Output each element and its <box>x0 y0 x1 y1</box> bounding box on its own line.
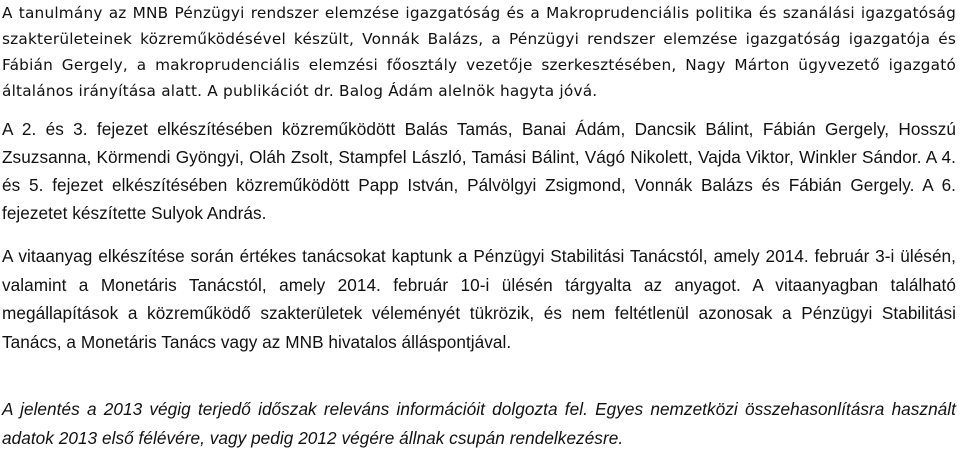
paragraph-acknowledgements: A vitaanyag elkészítése során értékes tanácsokat kaptunk a Pénzügyi Stabilitási Tanácstól, amely 2014. február 3-i ülésén, valamint a Monetáris Tanácstól, amely 2014. február 10-i ülésén tárgyalta az anyagot. A vitaanyagban található megállapítások a közreműködő szakterületek véleményét tükrözik, és nem feltétlenül azonosak a Pénzügyi Stabilitási Tanács, a Monetáris Tanács vagy az MNB hivatalos álláspontjával. <box>2 246 956 352</box>
paragraph-data-period-note: A jelentés a 2013 végig terjedő időszak releváns információit dolgozta fel. Egyes nemzetközi összehasonlításra használt adatok 2013 első félévére, vagy pedig 2012 végére állnak csupán rendelkezésre. <box>2 399 956 448</box>
document-page <box>2 0 956 452</box>
paragraph-chapter-contributors: A 2. és 3. fejezet elkészítésében közreműködött Balás Tamás, Banai Ádám, Dancsik Bálint, Fábián Gergely, Hosszú Zsuzsanna, Körmendi Gyöngyi, Oláh Zsolt, Stampfel László, Tamási Bálint, Vágó Nikolett, Vajda Viktor, Winkler Sándor. A 4. és 5. fejezet elkészítésében közreműködött Papp István, Pálvölgyi Zsigmond, Vonnák Balázs és Fábián Gergely. A 6. fejezetet készítette Sulyok András. <box>2 119 956 223</box>
paragraph-authors-overview: A tanulmány az MNB Pénzügyi rendszer elemzése igazgatóság és a Makroprudenciális politika és szanálási igazgatóság szakterületeinek közreműködésével készült, Vonnák Balázs, a Pénzügyi rendszer elemzése igazgatóság igazgatója és Fábián Gergely, a makroprudenciális elemzési főosztály vezetője szerkesztésében, Nagy Márton ügyvezető igazgató általános irányítása alatt. A publikációt dr. Balog Ádám alelnök hagyta jóvá. <box>2 4 956 100</box>
